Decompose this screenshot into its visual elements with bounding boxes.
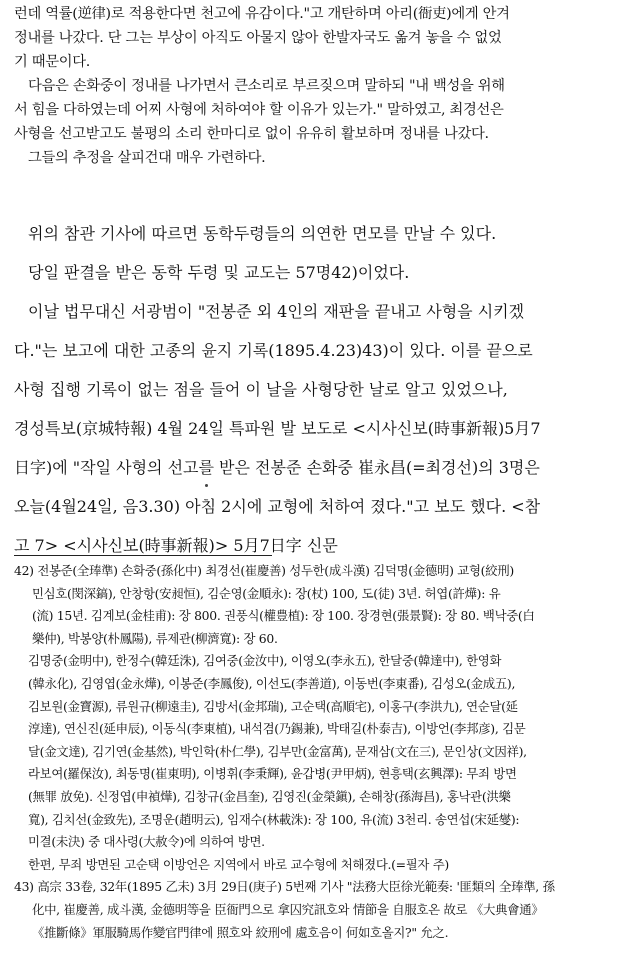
footnote-line: 김보원(金寶源), 류원규(柳遠圭), 김방서(金邦瑞), 고순택(高順宅), 이홍구(李洪九), 연순달(延 — [28, 698, 518, 714]
text-line: 고 7> <시사신보(時事新報)> 5月7日字 신문 — [14, 536, 338, 555]
footnote-line: (無罪 放免). 신정엽(申禎燁), 김창규(金昌奎), 김영진(金榮鎭), 손해창(孫海昌), 홍낙관(洪樂 — [28, 788, 511, 804]
footnotes — [14, 560, 619, 944]
text-line: 오늘(4월24일, 음3.30) 아침 2시에 교형에 처하여 졌다."고 보도 했다. <참 — [14, 497, 541, 516]
text-line: 서 힘을 다하였는데 어찌 사형에 처하여야 할 이유가 있는가." 말하였고, 최경선은 — [14, 102, 504, 118]
text-line: 위의 참관 기사에 따르면 동학두령들의 의연한 면모를 만날 수 있다. — [28, 224, 497, 243]
footnote-line: (流) 15년. 김계보(金桂甫): 장 800. 권풍식(權豊植): 장 100. 장경현(張景賢): 장 80. 백낙중(白 — [32, 608, 535, 624]
footnote-separator — [14, 555, 272, 556]
footnote-line: 라보여(羅保汝), 최동명(崔東明), 이병휘(李秉輝), 윤갑병(尹甲炳), 현흥택(玄興澤): 무죄 방면 — [28, 766, 517, 782]
footnote-line: 淳達), 연신진(延申辰), 이동식(李東植), 내석겸(乃錫兼), 박태길(朴泰吉), 이방언(李邦彦), 김문 — [28, 721, 526, 737]
footnote-line: 한편, 무죄 방면된 고순택 이방언은 지역에서 바로 교수형에 처해졌다.(=필자 주) — [28, 856, 449, 872]
text-line: 日字)에 "작일 사형의 선고를 받은 전봉준 손화중 崔永昌(=최경선)의 3명은 — [14, 458, 540, 477]
footnote-line: 寬), 김치선(金致先), 조명운(趙明云), 임재수(林載洙): 장 100, 유(流) 3천리. 송연섭(宋延燮): — [28, 811, 520, 827]
footnote-line: 김명중(金明中), 한정수(韓廷洙), 김여중(金汝中), 이영오(李永五), 한달중(韓達中), 한영화 — [28, 653, 502, 669]
footnote-line: 《推斷條》軍服騎馬作變官門律에 照호와 絞刑에 處호음이 何如호올지?" 允之. — [32, 924, 449, 940]
text-line: 당일 판결을 받은 동학 두령 및 교도는 57명42)이었다. — [28, 263, 410, 282]
footnote-line: 미결(未決) 중 대사령(大赦令)에 의하여 방면. — [28, 834, 265, 850]
footnote-line: (韓永化), 김영엽(金永燁), 이봉준(李鳳俊), 이선도(李善道), 이동번(李東番), 김성오(金成五), — [28, 675, 516, 691]
footnote-line: 민심호(閔深鎬), 안창항(安昶恒), 김순영(金順永): 장(杖) 100, 도(徒) 3년. 허엽(許燁): 유 — [32, 585, 501, 601]
body-text-bottom — [14, 205, 619, 572]
text-line: 사형 집행 기록이 없는 점을 들어 이 날을 사형당한 날로 알고 있었으나, — [14, 380, 508, 399]
footnote-line: 樂仲), 박봉양(朴鳳陽), 류제관(柳濟寬): 장 60. — [32, 630, 278, 646]
text-line: 사형을 선고받고도 불평의 소리 한마디로 없이 유유히 활보하며 정내를 나갔다. — [14, 126, 489, 142]
text-line: 이날 법무대신 서광범이 "전봉준 외 4인의 재판을 끝내고 사형을 시키겠 — [28, 302, 525, 321]
footnote-line: 달(金文達), 김기연(金基然), 박인학(朴仁學), 김부만(金富萬), 문재삼(文在三), 문인상(文因祥), — [28, 743, 527, 759]
text-line: 경성특보(京城特報) 4월 24일 특파원 발 보도로 <시사신보(時事新報)5月7 — [14, 419, 541, 438]
footnote-line: 43) 高宗 33卷, 32年(1895 乙未) 3月 29日(庚子) 5번째 기사 "法務大臣徐光範奏: '匪類의 全琫準, 孫 — [14, 879, 555, 895]
stray-dot — [205, 484, 208, 487]
footnote-line: 42) 전봉준(全琫準) 손화중(孫化中) 최경선(崔慶善) 성두한(成斗漢) 김덕명(金德明) 교형(絞刑) — [14, 563, 514, 578]
text-line: 그들의 추정을 살피건대 매우 가련하다. — [28, 150, 266, 166]
body-text-top — [14, 2, 619, 170]
text-line: 다."는 보고에 대한 고종의 윤지 기록(1895.4.23)43)이 있다. 이를 끝으로 — [14, 341, 533, 360]
text-line: 기 때문이다. — [14, 54, 91, 70]
text-line: 런데 역률(逆律)로 적용한다면 천고에 유감이다."고 개탄하며 아리(衙吏)에게 안겨 — [14, 6, 510, 22]
footnote-line: 化中, 崔慶善, 成斗漢, 金德明等을 臣衙門으로 拿囚究訊호와 情節을 自服호온 故로 《大典會通》 — [32, 901, 544, 917]
text-line: 정내를 나갔다. 단 그는 부상이 아직도 아물지 않아 한발자국도 옮겨 놓을 수 없었 — [14, 30, 502, 46]
text-line: 다음은 손화중이 정내를 나가면서 큰소리로 부르짖으며 말하되 "내 백성을 위해 — [28, 78, 505, 94]
